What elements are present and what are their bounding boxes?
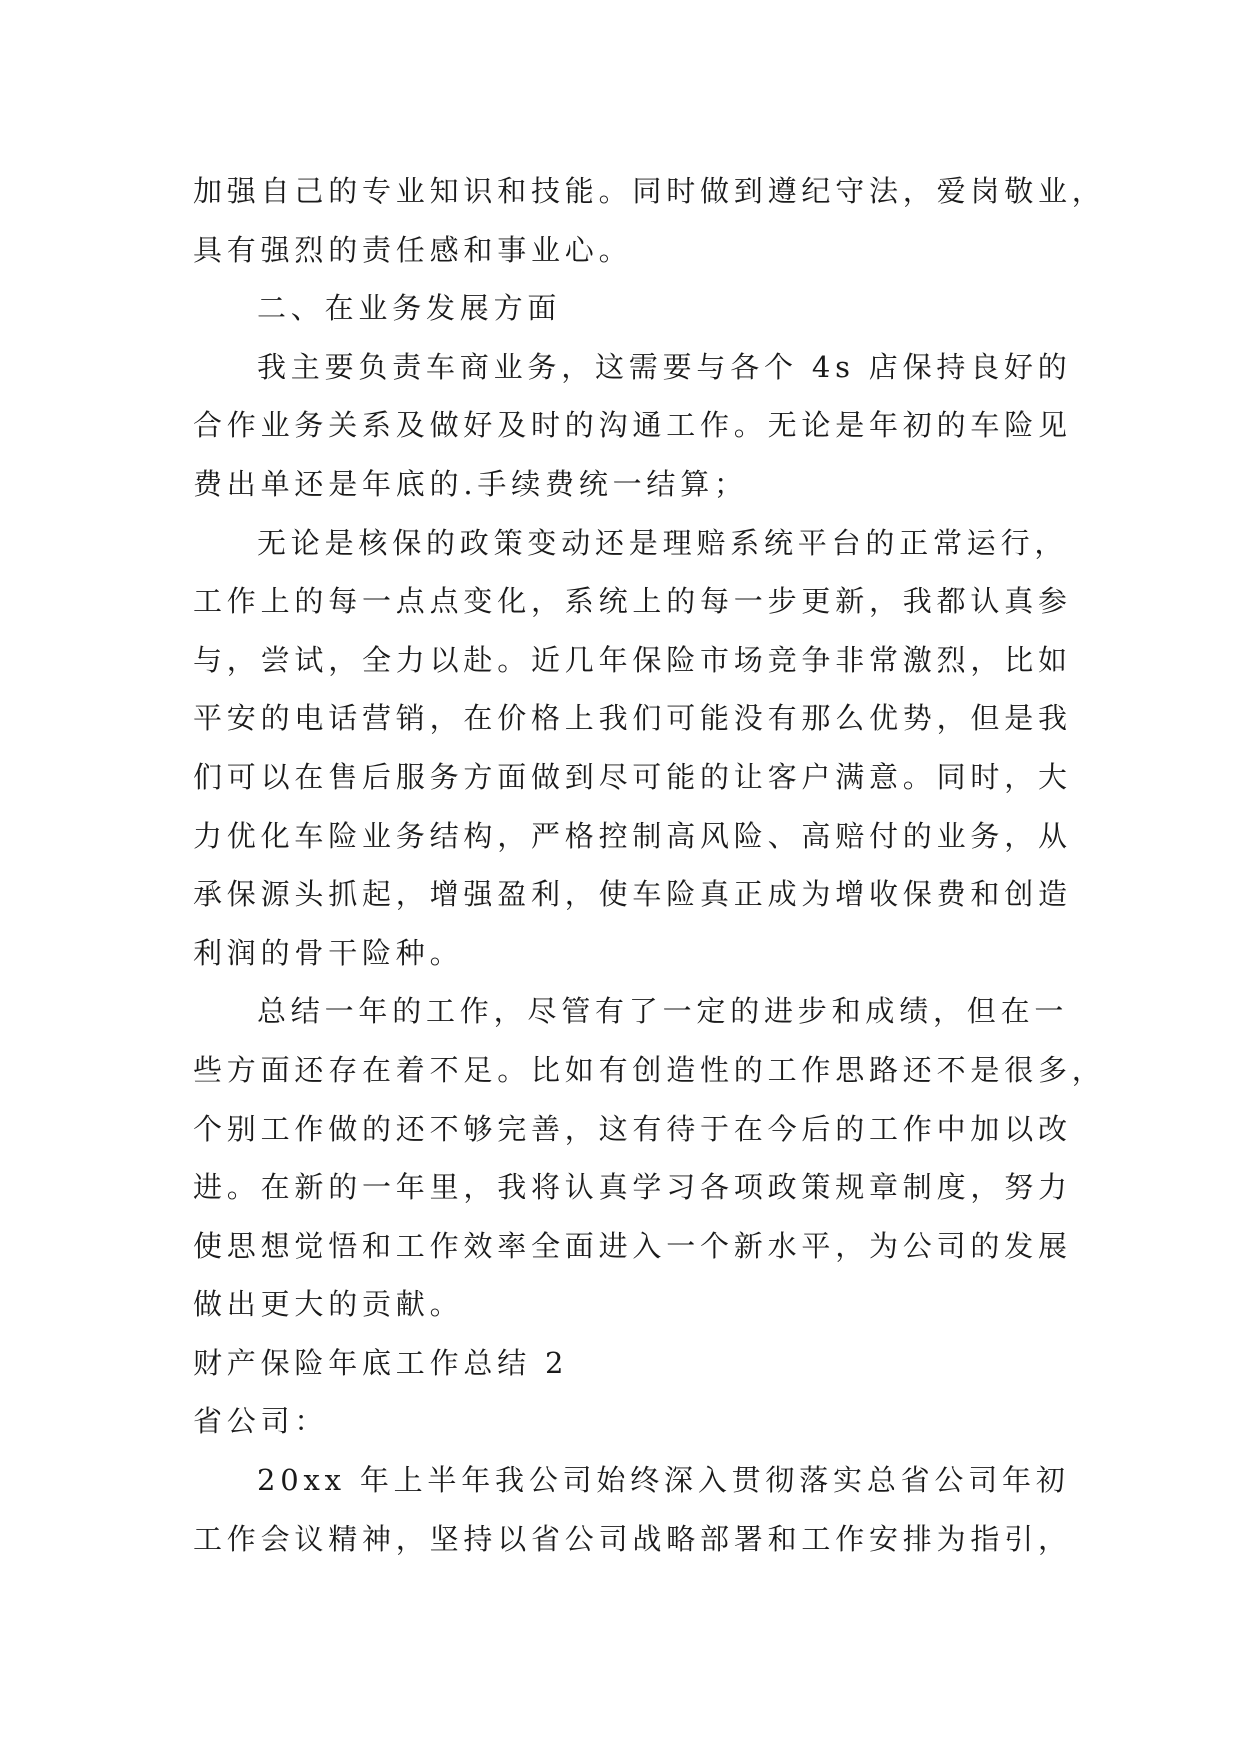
section-heading: 二、在业务发展方面 (257, 291, 562, 326)
salutation: 省公司： (193, 1404, 329, 1439)
text-line: 具有强烈的责任感和事业心。 (193, 232, 633, 267)
text-line: 们可以在售后服务方面做到尽可能的让客户满意。同时，大 (193, 759, 1072, 794)
text-line: 工作会议精神，坚持以省公司战略部署和工作安排为指引， (193, 1521, 1072, 1556)
text-line: 总结一年的工作，尽管有了一定的进步和成绩，但在一 (257, 994, 1069, 1029)
text-line: 加强自己的专业知识和技能。同时做到遵纪守法，爱岗敬业， (193, 174, 1106, 208)
text-line: 平安的电话营销，在价格上我们可能没有那么优势，但是我 (193, 701, 1072, 736)
text-line: 20xx 年上半年我公司始终深入贯彻落实总省公司年初 (257, 1463, 1070, 1498)
text-line: 工作上的每一点点变化，系统上的每一步更新，我都认真参 (193, 584, 1072, 619)
text-line: 合作业务关系及做好及时的沟通工作。无论是年初的车险见 (193, 408, 1072, 443)
text-line: 些方面还存在着不足。比如有创造性的工作思路还不是很多， (193, 1052, 1106, 1087)
text-line: 使思想觉悟和工作效率全面进入一个新水平，为公司的发展 (193, 1228, 1072, 1263)
text-line: 做出更大的贡献。 (193, 1287, 464, 1322)
document-body (193, 162, 1106, 1568)
text-line: 无论是核保的政策变动还是理赔系统平台的正常运行， (257, 525, 1069, 560)
text-line: 进。在新的一年里，我将认真学习各项政策规章制度，努力 (193, 1170, 1072, 1205)
text-line: 个别工作做的还不够完善，这有待于在今后的工作中加以改 (193, 1111, 1072, 1146)
document-title: 财产保险年底工作总结 2 (193, 1345, 569, 1380)
text-line: 承保源头抓起，增强盈利，使车险真正成为增收保费和创造 (193, 877, 1072, 912)
text-line: 费出单还是年底的.手续费统一结算； (193, 466, 748, 501)
text-line: 我主要负责车商业务，这需要与各个 4s 店保持良好的 (257, 349, 1072, 384)
text-line: 与，尝试，全力以赴。近几年保险市场竞争非常激烈，比如 (193, 642, 1072, 677)
text-line: 利润的骨干险种。 (193, 935, 464, 970)
text-line: 力优化车险业务结构，严格控制高风险、高赔付的业务，从 (193, 818, 1072, 853)
